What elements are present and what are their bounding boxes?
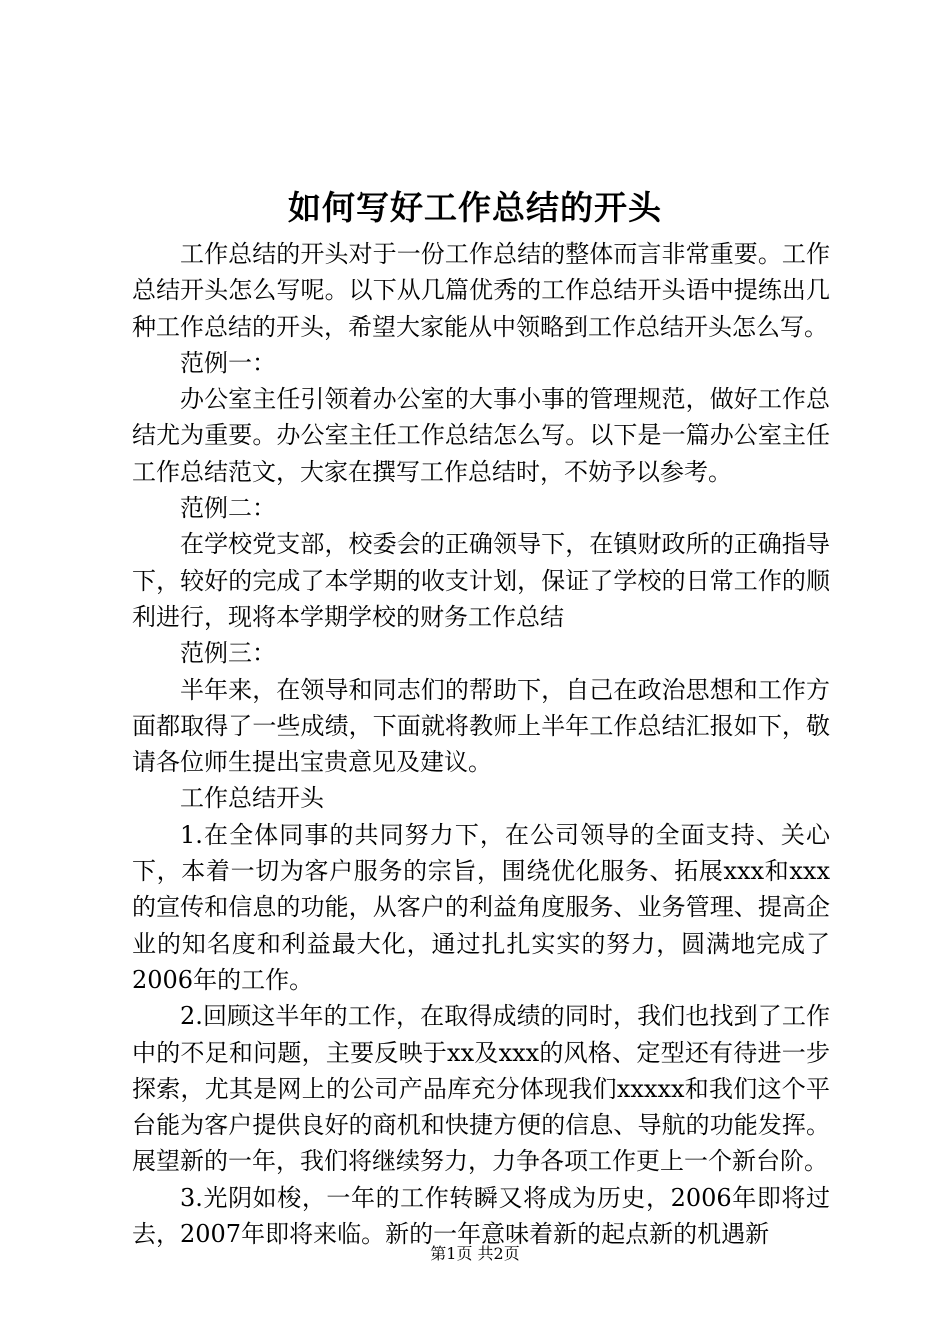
paragraph-section-heading: 工作总结开头 — [180, 784, 324, 813]
paragraph-example-3-heading: 范例三： — [180, 639, 276, 668]
paragraph-intro: 工作总结的开头对于一份工作总结的整体而言非常重要。工作总结开头怎么写呢。以下从几篇优秀的工作总结开头语中提练出几种工作总结的开头，希望大家能从中领略到工作总结开头怎么写。 — [132, 240, 830, 341]
paragraph-item-1: 1.在全体同事的共同努力下，在公司领导的全面支持、关心下，本着一切为客户服务的宗旨，围绕优化服务、拓展xxx和xxx的宣传和信息的功能，从客户的利益角度服务、业务管理、提高企业的知名度和利益最大化，通过扎扎实实的努力，圆满地完成了2006年的工作。 — [132, 820, 830, 994]
paragraph-example-2-heading: 范例二： — [180, 494, 276, 523]
paragraph-example-3-body: 半年来，在领导和同志们的帮助下，自己在政治思想和工作方面都取得了一些成绩，下面就将教师上半年工作总结汇报如下，敬请各位师生提出宝贵意见及建议。 — [132, 675, 830, 777]
paragraph-example-2-body: 在学校党支部，校委会的正确领导下，在镇财政所的正确指导下，较好的完成了本学期的收支计划，保证了学校的日常工作的顺利进行，现将本学期学校的财务工作总结 — [132, 530, 830, 631]
paragraph-item-3: 3.光阴如梭，一年的工作转瞬又将成为历史，2006年即将过去，2007年即将来临。新的一年意味着新的起点新的机遇新 — [132, 1183, 830, 1249]
page-footer: 第1页 共2页 — [430, 1244, 520, 1263]
paragraph-item-2: 2.回顾这半年的工作，在取得成绩的同时，我们也找到了工作中的不足和问题，主要反映于xx及xxx的风格、定型还有待进一步探索，尤其是网上的公司产品库充分体现我们xxxxx和我们这个平台能为客户提供良好的商机和快捷方便的信息、导航的功能发挥。展望新的一年，我们将继续努力，力争各项工作更上一个新台阶。 — [132, 1002, 830, 1176]
paragraph-example-1-body: 办公室主任引领着办公室的大事小事的管理规范，做好工作总结尤为重要。办公室主任工作总结怎么写。以下是一篇办公室主任工作总结范文，大家在撰写工作总结时，不妨予以参考。 — [132, 385, 830, 486]
document-title: 如何写好工作总结的开头 — [288, 188, 662, 227]
document-body — [132, 236, 830, 1252]
paragraph-example-1-heading: 范例一： — [180, 348, 276, 377]
